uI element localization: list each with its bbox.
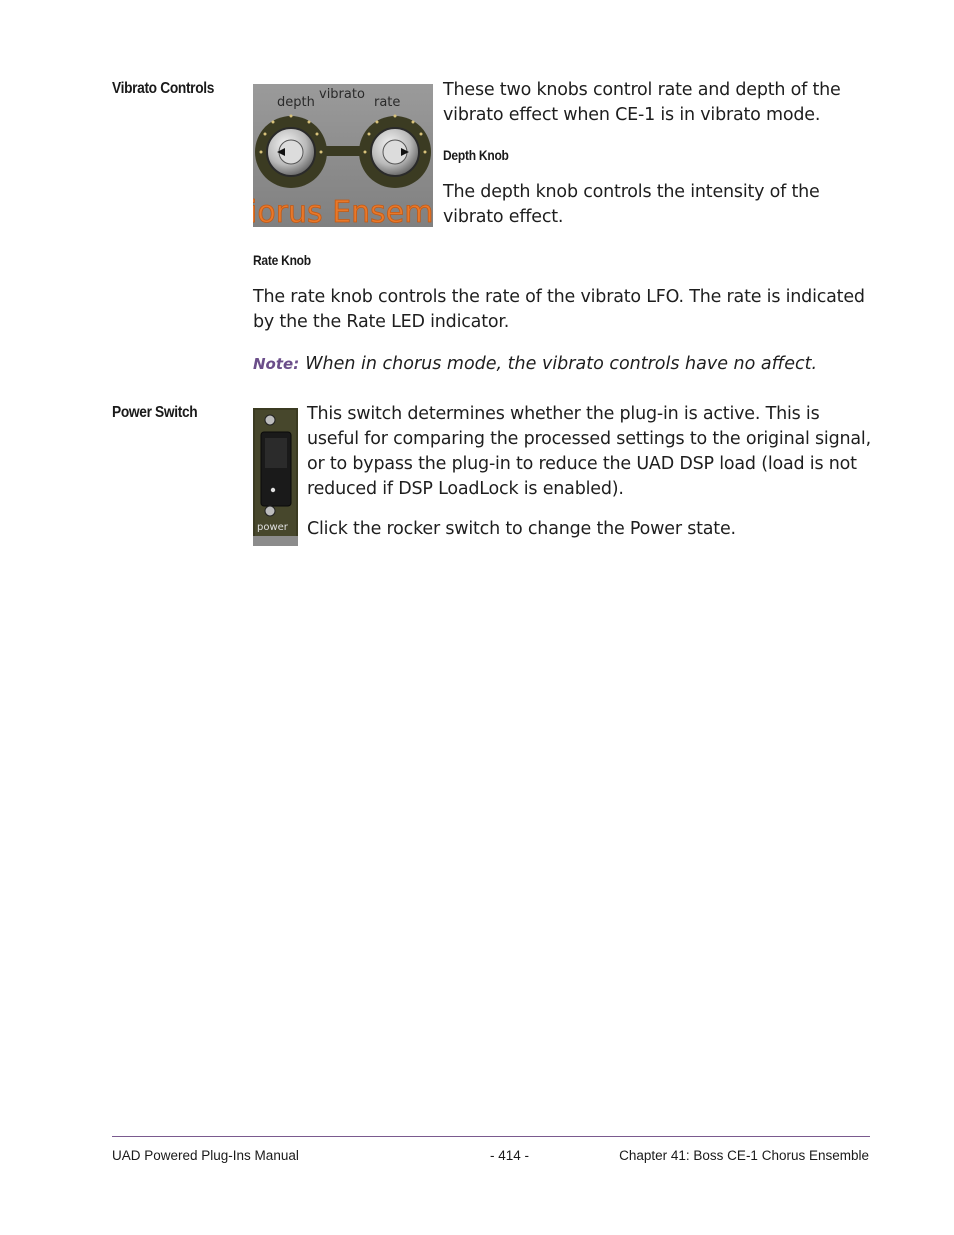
note-text: When in chorus mode, the vibrato controls have no affect. bbox=[305, 354, 818, 374]
power-label: power bbox=[257, 522, 288, 533]
power-switch-image bbox=[253, 408, 298, 546]
footer-manual-title: UAD Powered Plug-Ins Manual bbox=[112, 1148, 299, 1163]
rate-label: rate bbox=[374, 95, 401, 110]
depth-knob-text: The depth knob controls the intensity of the vibrato effect. bbox=[443, 182, 820, 227]
footer-rule bbox=[112, 1136, 870, 1137]
vibrato-label: vibrato bbox=[319, 87, 365, 102]
power-switch-text: This switch determines whether the plug-in is active. This is useful for comparing the processed settings to the original signal, or to bypass the plug-in to reduce the UAD DSP load (load is not reduced if DSP LoadLock is enabled). bbox=[307, 404, 871, 499]
depth-knob-heading: Depth Knob bbox=[443, 147, 509, 163]
depth-label: depth bbox=[277, 95, 315, 110]
power-switch-instruction: Click the rocker switch to change the Power state. bbox=[307, 519, 736, 539]
power-switch-graphic bbox=[253, 408, 298, 546]
brand-text: iorus Ensem bbox=[253, 195, 433, 227]
note bbox=[253, 352, 873, 377]
vibrato-controls-heading: Vibrato Controls bbox=[112, 80, 215, 97]
note-label: Note: bbox=[253, 355, 300, 373]
power-switch-heading: Power Switch bbox=[112, 404, 198, 421]
footer-page-number: - 414 - bbox=[490, 1148, 530, 1163]
vibrato-intro: These two knobs control rate and depth of the vibrato effect when CE-1 is in vibrato mode. bbox=[443, 80, 841, 125]
vibrato-knobs-image bbox=[253, 84, 433, 227]
vibrato-knobs-graphic bbox=[253, 84, 433, 227]
rate-knob-heading: Rate Knob bbox=[253, 252, 311, 268]
footer-chapter: Chapter 41: Boss CE-1 Chorus Ensemble bbox=[619, 1148, 869, 1163]
rate-knob-text: The rate knob controls the rate of the vibrato LFO. The rate is indicated by the the Rate LED indicator. bbox=[253, 287, 865, 332]
